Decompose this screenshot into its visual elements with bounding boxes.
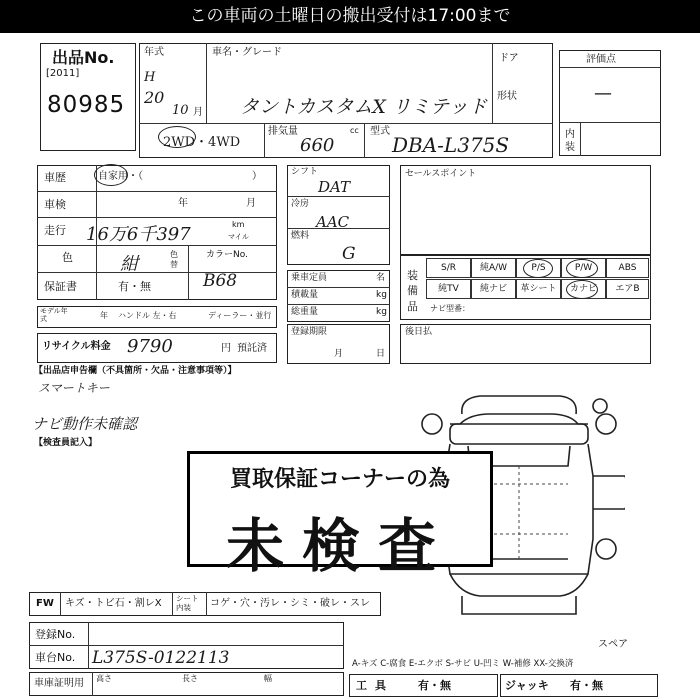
navi-note: ナビ動作未確認 [32,415,138,433]
fuel-label: 燃料 [291,231,310,241]
year-month-unit: 月 [193,107,203,118]
car-name-value: タントカスタムX リミテッド [240,96,487,118]
year-value: 20 [144,88,165,107]
mileage-value: 16万6千397 [86,224,191,245]
aircon-label: 冷房 [291,199,310,209]
displacement-unit: cc [350,126,359,135]
chassis-label: 車台No. [35,651,76,664]
equip-tv: 純TV [426,279,471,299]
inspection-month: 月 [246,198,256,209]
top-banner: この車両の土曜日の搬出受付は17:00まで [0,0,700,33]
cert-width: 幅 [264,674,272,683]
fuel-value: G [342,244,356,264]
registration-period-day: 日 [376,349,386,359]
cert-label: 車庫証明用 [34,678,84,689]
equip-pw-circle [566,259,598,278]
equip-sr: S/R [426,258,471,278]
mileage-unit-mile: マイル [228,233,249,241]
seat-items: コゲ・穴・汚レ・シミ・破レ・スレ [210,598,370,609]
recycle-label: リサイクル料金 [42,341,111,352]
equip-kanavi-circle [566,280,598,299]
weight-unit: kg [376,307,387,317]
shift-value: DAT [318,178,351,196]
capacity-unit: 名 [376,273,386,283]
exhibit-label: 出品No. [52,48,115,67]
equip-leather: 革シート [516,279,561,299]
inspection-stamp [187,451,493,580]
recycle-deposit: 預託済 [237,343,267,354]
exhibit-number: 80985 [47,92,126,118]
color-value: 紺 [120,254,138,275]
model-year-unit: 年 [100,311,108,320]
damage-legend: A-キズ C-腐食 E-エクボ S-サビ U-凹ミ W-補修 XX-交換済 [352,659,574,669]
displacement-value: 660 [300,135,335,156]
color-change-label: 色替 [170,250,178,269]
history-close: ） [252,171,262,182]
history-private-circle [94,164,128,186]
history-label: 車歴 [44,171,66,184]
capacity-label: 乗車定員 [291,273,328,283]
model-year-dealer: ディーラー・並行 [208,311,272,320]
drive-2wd-circle [158,126,196,148]
load-label: 積載量 [291,290,319,300]
equip-navi: 純ナビ [471,279,516,299]
jack-label: ジャッキ [505,679,549,692]
grade-label: 評価点 [586,54,616,65]
color-label: 色 [62,251,73,264]
grade-value: — [594,83,612,104]
mileage-unit-km: km [232,220,245,229]
jack-options: 有・無 [570,679,603,692]
model-year-label: モデル年式 [40,307,68,324]
tools-options: 有・無 [418,679,451,692]
door-label: ドア [499,53,519,64]
equip-airbag: エアB [606,279,649,299]
tools-label: 工具 [356,679,394,692]
registration-period-month: 月 [334,349,344,359]
sales-point-label: セールスポイント [405,169,477,179]
aircon-value: AAC [316,213,350,231]
declaration-label: 【出品店申告欄（不具箇所・欠品・注意事項等）】 [34,366,237,376]
equip-pw: P/W [561,258,606,278]
history-options: 自家用・（ [98,171,143,182]
color-code-label: カラーNo. [206,250,248,260]
equip-kanavi: カナビ [561,279,606,299]
warranty-options: 有・無 [118,280,151,293]
mileage-label: 走行 [44,224,66,237]
weight-label: 総重量 [291,307,319,317]
model-value: DBA-L375S [392,133,510,157]
warranty-label: 保証書 [44,280,77,293]
equip-aw: 純A/W [471,258,516,278]
registration-period-label: 登録期限 [291,327,328,337]
inspector-label: 【検査員記入】 [34,438,98,448]
equip-ps: P/S [516,258,561,278]
drive-label: 2WD・4WD [163,135,241,150]
door-shape-label: 形状 [497,91,517,102]
stamp-top-text: 買取保証コーナーの為 [229,467,450,492]
inspection-year: 年 [178,198,188,209]
seat-label: シート内装 [176,594,199,612]
fw-items: キズ・トビ石・割レX [65,598,162,609]
stamp-main-text: 未検査 [225,512,454,580]
color-code-value: B68 [203,271,238,291]
shift-label: シフト [291,167,319,177]
year-month: 10 [172,103,189,118]
cert-length: 長さ [182,674,198,683]
interior-label: 内装 [565,129,575,153]
reg-no-label: 登録No. [35,628,76,641]
after-payment-box [400,324,651,364]
fw-label: FW [36,598,54,609]
model-year-handle: ハンドル 左・右 [118,311,177,320]
equip-abs: ABS [606,258,649,278]
year-label: 年式 [144,47,164,58]
equip-ps-circle [523,259,553,278]
displacement-label: 排気量 [268,126,298,137]
model-label: 型式 [370,126,390,137]
spare-label: スペア [598,639,628,650]
declaration-note: スマートキー [38,381,110,395]
after-payment-label: 後日払 [405,327,433,337]
load-unit: kg [376,290,387,300]
year-era: H [144,70,156,85]
recycle-unit: 円 [221,343,231,354]
equipment-label: 装備品 [407,269,418,313]
cert-height: 高さ [96,674,112,683]
inspection-label: 車検 [44,198,66,211]
car-name-label: 車名・グレード [212,47,282,58]
chassis-value: L375S-0122113 [92,648,230,668]
recycle-value: 9790 [127,336,173,357]
exhibit-year: [2011] [46,68,80,79]
equip-navi-model: ナビ型番： [430,304,470,313]
